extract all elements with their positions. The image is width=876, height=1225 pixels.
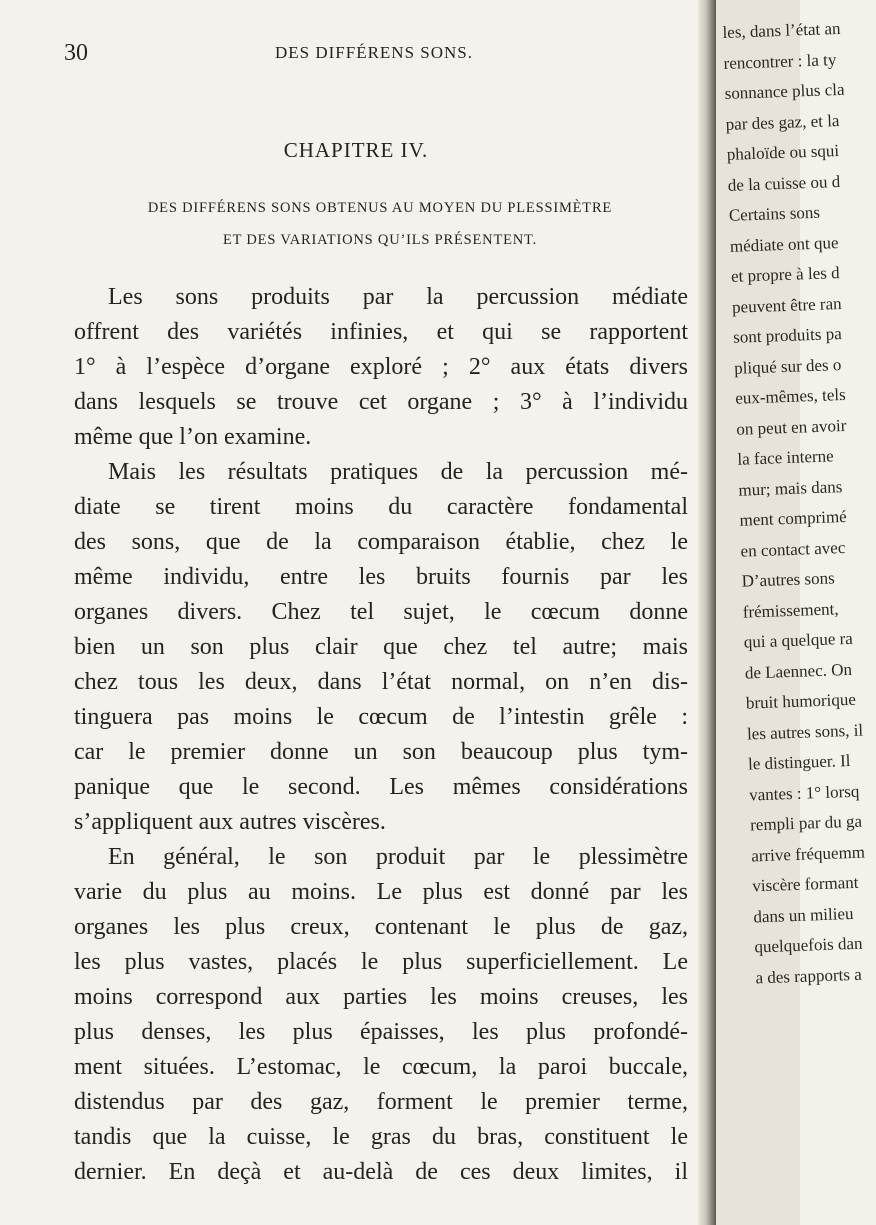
facing-line: de Laennec. On xyxy=(744,659,853,683)
facing-line: eux-mêmes, tels xyxy=(734,384,847,408)
facing-line: qui a quelque ra xyxy=(743,628,854,652)
body-line: tandis que la cuisse, le gras du bras, constituent le xyxy=(74,1124,688,1150)
facing-line: on peut en avoir xyxy=(736,415,847,439)
facing-line: peuvent être ran xyxy=(731,293,842,317)
body-text xyxy=(74,280,688,1190)
facing-line: sont produits pa xyxy=(732,324,843,347)
facing-line: bruit humorique xyxy=(745,689,857,713)
facing-line: le distinguer. Il xyxy=(747,750,851,774)
facing-line: la face interne xyxy=(737,446,834,469)
facing-line: médiate ont que xyxy=(729,232,839,256)
body-line: Les sons produits par la percussion médiate xyxy=(108,284,688,310)
facing-line: Certains sons xyxy=(728,202,821,225)
body-line: 1° à l’espèce d’organe exploré ; 2° aux états divers xyxy=(74,354,688,380)
body-line: car le premier donne un son beaucoup plus tym- xyxy=(74,739,688,765)
body-line: organes divers. Chez tel sujet, le cœcum donne xyxy=(74,599,688,625)
facing-line: a des rapports a xyxy=(755,964,862,987)
body-line: varie du plus au moins. Le plus est donné par les xyxy=(74,879,688,905)
body-line: diate se tirent moins du caractère fondamental xyxy=(74,494,688,520)
body-line: Mais les résultats pratiques de la percussion mé- xyxy=(108,459,688,485)
body-line: organes les plus creux, contenant le plus de gaz, xyxy=(74,914,688,940)
facing-line: de la cuisse ou d xyxy=(727,171,841,195)
body-line: distendus par des gaz, forment le premier terme, xyxy=(74,1089,688,1115)
chapter-title: CHAPITRE IV. xyxy=(283,138,429,162)
facing-line: en contact avec xyxy=(740,537,846,561)
body-line: s’appliquent aux autres viscères. xyxy=(74,809,386,835)
body-line: ment situées. L’estomac, le cœcum, la paroi buccale, xyxy=(74,1054,688,1080)
body-line: dernier. En deçà et au-delà de ces deux limites, il xyxy=(74,1159,688,1185)
body-line: dans lesquels se trouve cet organe ; 3° à l’individu xyxy=(74,389,688,415)
facing-line: arrive fréquemm xyxy=(750,842,866,865)
body-line: des sons, que de la comparaison établie, chez le xyxy=(74,529,688,555)
body-line: panique que le second. Les mêmes considérations xyxy=(74,774,688,800)
body-line: chez tous les deux, dans l’état normal, on n’en dis- xyxy=(74,669,688,695)
chapter-subtitle-line-2: ET DES VARIATIONS QU’ILS PRÉSENTENT. xyxy=(222,232,538,248)
facing-line: quelquefois dan xyxy=(754,933,863,957)
page-header xyxy=(64,40,684,70)
body-line: moins correspond aux parties les moins creuses, les xyxy=(74,984,688,1010)
facing-line: phaloïde ou squi xyxy=(726,141,840,164)
facing-line: D’autres sons xyxy=(741,568,835,591)
body-line: En général, le son produit par le plessimètre xyxy=(108,844,688,870)
body-line: même que l’on examine. xyxy=(74,424,312,450)
facing-line: rencontrer : la ty xyxy=(723,49,837,73)
facing-line: sonnance plus cla xyxy=(724,79,845,103)
facing-line: pliqué sur des o xyxy=(733,354,842,378)
body-line: bien un son plus clair que chez tel autre; mais xyxy=(74,634,688,660)
body-line: plus denses, les plus épaisses, les plus profondé- xyxy=(74,1019,688,1045)
body-line: même individu, entre les bruits fournis par les xyxy=(74,564,688,590)
facing-line: frémissement, xyxy=(742,598,839,622)
facing-line: dans un milieu xyxy=(753,903,854,926)
page-number: 30 xyxy=(64,40,88,66)
facing-line: et propre à les d xyxy=(730,263,840,286)
facing-line: les autres sons, il xyxy=(746,720,864,744)
facing-line: par des gaz, et la xyxy=(725,110,840,134)
facing-line: mur; mais dans xyxy=(738,476,843,500)
running-head: DES DIFFÉRENS SONS. xyxy=(274,43,473,62)
facing-line: vantes : 1° lorsq xyxy=(748,781,860,805)
facing-page-text xyxy=(722,15,866,993)
facing-page xyxy=(716,0,866,1225)
facing-line: rempli par du ga xyxy=(749,811,863,835)
body-line: les plus vastes, placés le plus superficiellement. Le xyxy=(74,949,688,975)
chapter-subtitle-line-1: DES DIFFÉRENS SONS OBTENUS AU MOYEN DU PLESSIMÈTRE xyxy=(147,200,613,216)
book-gutter xyxy=(698,0,716,1225)
facing-line: ment comprimé xyxy=(739,506,847,530)
body-line: tinguera pas moins le cœcum de l’intestin grêle : xyxy=(74,704,688,730)
facing-line: viscère formant xyxy=(751,872,859,896)
body-line: offrent des variétés infinies, et qui se rapportent xyxy=(74,319,688,345)
facing-line: les, dans l’état an xyxy=(722,18,841,42)
